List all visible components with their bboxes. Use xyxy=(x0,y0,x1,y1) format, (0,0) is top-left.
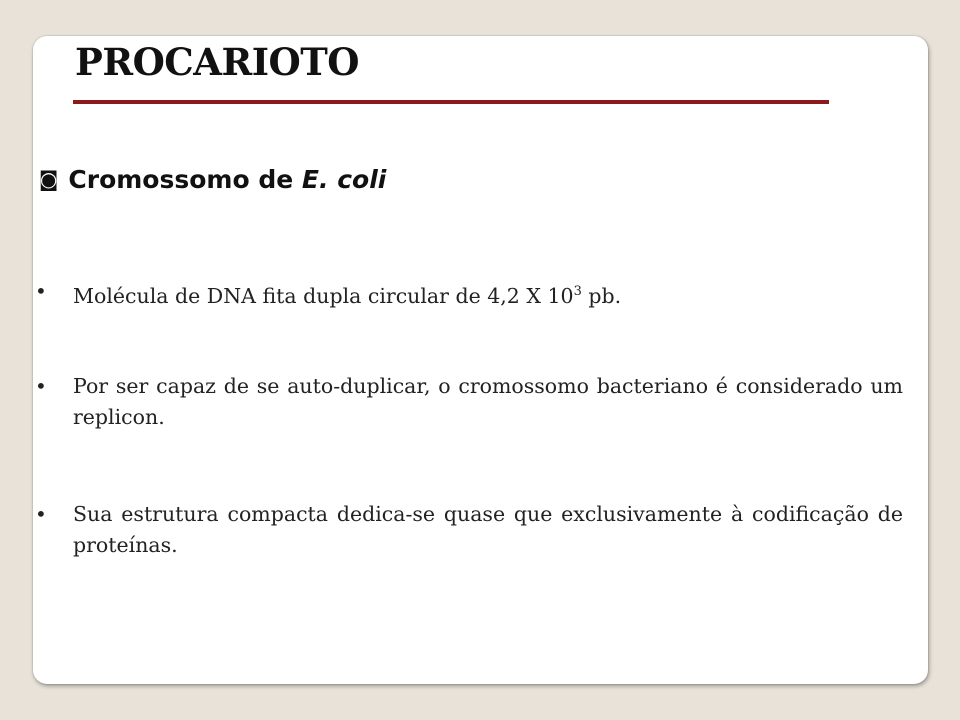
heading-organism: E. coli xyxy=(301,165,387,194)
bullet-text: Sua estrutura compacta dedica-se quase que exclusivamente à codificação de proteínas. xyxy=(73,502,903,557)
section-heading xyxy=(39,165,386,194)
slide-panel xyxy=(33,36,928,684)
heading-marker-icon: ◙ xyxy=(39,167,59,191)
slide-title: PROCARIOTO xyxy=(75,40,360,84)
bullet-text: Por ser capaz de se auto-duplicar, o cromossomo bacteriano é considerado um replicon. xyxy=(73,374,903,429)
heading-prefix: Cromossomo de xyxy=(68,165,294,194)
bullet-text-main: Molécula de DNA fita dupla circular de 4,2 X 10 xyxy=(73,283,574,308)
bullet-text xyxy=(73,276,903,312)
bullet-item-dna xyxy=(33,276,903,312)
bullet-item-replicon xyxy=(33,371,903,433)
bullet-dot-icon: • xyxy=(35,279,47,303)
bullet-dot-icon: • xyxy=(35,502,47,526)
bullet-item-structure xyxy=(33,499,903,561)
bullet-dot-icon: • xyxy=(35,374,47,398)
title-underline xyxy=(73,100,829,104)
bullet-exponent: 3 xyxy=(573,284,582,299)
bullet-text-unit: pb. xyxy=(581,283,622,308)
